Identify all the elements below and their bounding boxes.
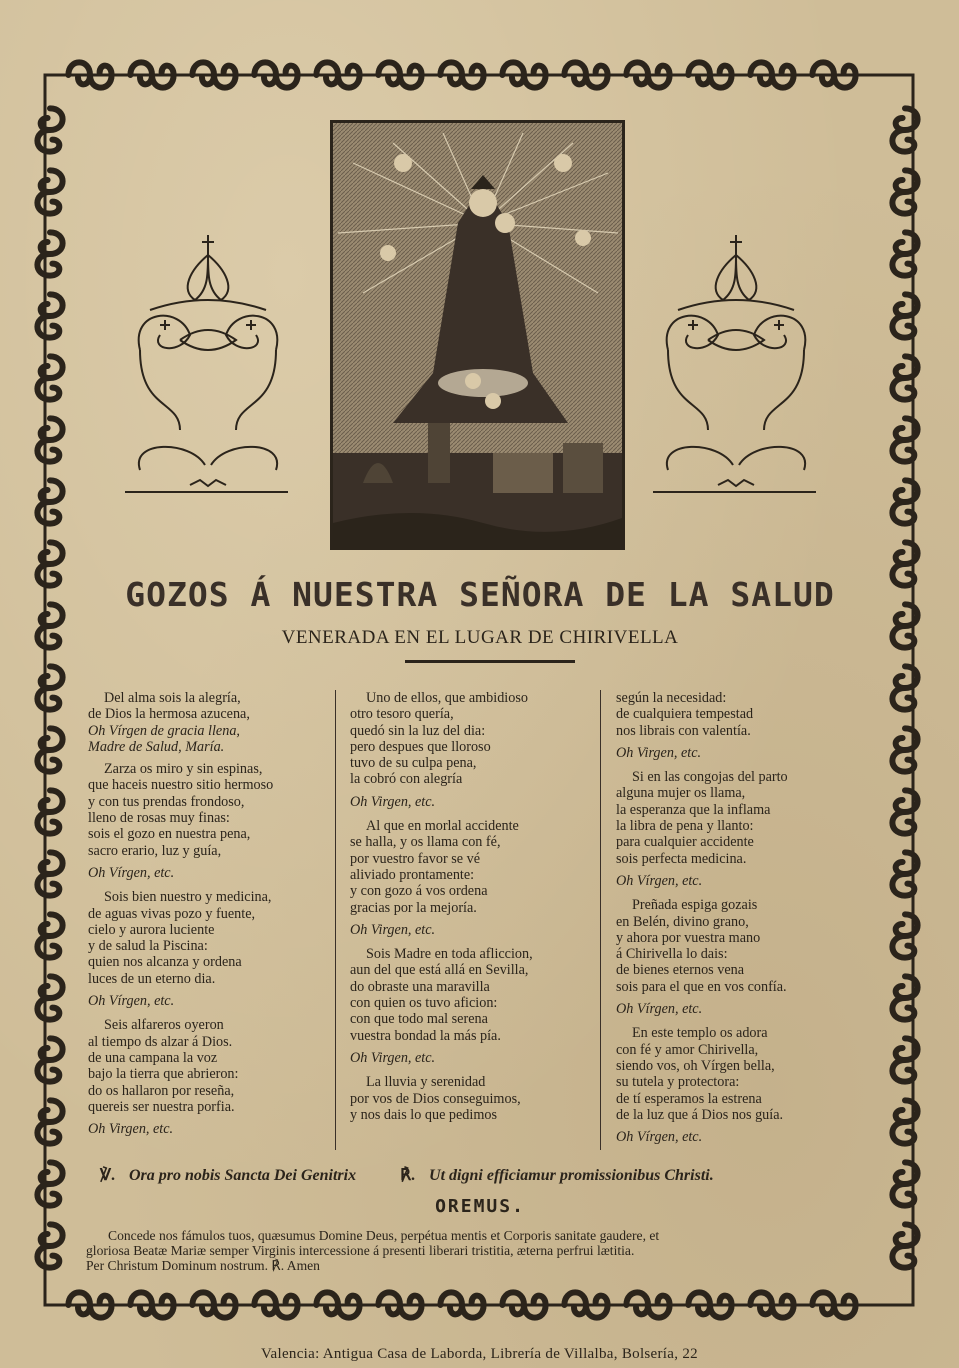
verse-line: tuvo de su culpa pena, bbox=[350, 755, 477, 772]
verse-line: según la necesidad: bbox=[616, 690, 727, 706]
scroll-flourish bbox=[892, 852, 917, 895]
verse-line: aun del que está allá en Sevilla, bbox=[350, 962, 529, 979]
verse-line: vuestra bondad la más pía. bbox=[350, 1027, 501, 1044]
refrain-line: Oh Vírgen, etc. bbox=[616, 872, 703, 889]
verse-line: al tiempo ds alzar á Dios. bbox=[88, 1033, 233, 1050]
verse-line: do os hallaron por reseña, bbox=[88, 1082, 235, 1099]
verse-line: otro tesoro quería, bbox=[350, 706, 454, 723]
scroll-flourish bbox=[892, 790, 917, 833]
scroll-flourish bbox=[892, 356, 917, 399]
refrain-line: Oh Vírgen, etc. bbox=[616, 1129, 703, 1146]
refrain-line: Oh Virgen, etc. bbox=[350, 793, 436, 810]
verse-line: la esperanza que la inflama bbox=[616, 801, 771, 818]
scroll-flourish bbox=[892, 542, 917, 585]
prayer-line: Concede nos fámulos tuos, quæsumus Domine Deus, perpétua mentis et Corporis sanitate gaudere, et bbox=[108, 1228, 660, 1243]
verse-line: de Dios la hermosa azucena, bbox=[88, 706, 250, 723]
page-title: GOZOS Á NUESTRA SEÑORA DE LA SALUD bbox=[125, 575, 835, 614]
verse-line: con que todo mal serena bbox=[350, 1011, 488, 1028]
scroll-flourish bbox=[892, 666, 917, 709]
stanza bbox=[350, 946, 595, 1066]
verse-line: para cualquier accidente bbox=[616, 834, 754, 851]
stanza bbox=[350, 690, 595, 810]
verse-line: la cobró con alegría bbox=[350, 771, 463, 788]
scroll-flourish bbox=[37, 1224, 62, 1267]
scroll-flourish bbox=[37, 418, 62, 461]
refrain-line: Oh Vírgen, etc. bbox=[88, 993, 175, 1010]
scroll-flourish bbox=[892, 108, 917, 151]
scroll-flourish bbox=[37, 1162, 62, 1205]
versicle-text: Ora pro nobis Sancta Dei Genitrix bbox=[128, 1167, 357, 1184]
scroll-flourish bbox=[37, 170, 62, 213]
virgin-woodcut-image bbox=[330, 120, 625, 550]
scroll-flourish bbox=[892, 1100, 917, 1143]
verse-column-3 bbox=[616, 690, 861, 1153]
refrain-line: Oh Virgen, etc. bbox=[350, 1049, 436, 1066]
left-cross-ornament bbox=[120, 230, 290, 500]
refrain-line: Oh Virgen, etc. bbox=[350, 921, 436, 938]
scroll-flourish bbox=[892, 728, 917, 771]
verse-line: de tí esperamos la estrena bbox=[616, 1090, 762, 1107]
stanza bbox=[350, 1074, 595, 1123]
scroll-flourish bbox=[37, 914, 62, 957]
page-subtitle: VENERADA EN EL LUGAR DE CHIRIVELLA bbox=[281, 627, 679, 648]
stanza bbox=[616, 1025, 861, 1145]
scroll-flourish bbox=[892, 170, 917, 213]
scroll-flourish bbox=[37, 232, 62, 275]
verse-line: bajo la tierra que abrieron: bbox=[88, 1066, 239, 1083]
verse-line: quereis ser nuestra porfia. bbox=[88, 1098, 235, 1115]
verse-line: Preñada espiga gozais bbox=[632, 897, 758, 914]
verse-line: sois perfecta medicina. bbox=[616, 850, 747, 867]
scroll-flourish bbox=[892, 1162, 917, 1205]
verse-line: sacro erario, luz y guía, bbox=[88, 842, 222, 859]
verse-line: de la luz que á Dios nos guía. bbox=[616, 1106, 784, 1123]
scroll-flourish bbox=[37, 728, 62, 771]
verse-line: y ahora por vuestra mano bbox=[616, 929, 761, 946]
versicle-mark: ℣. bbox=[100, 1167, 115, 1184]
scroll-flourish bbox=[892, 294, 917, 337]
right-cross-ornament bbox=[648, 230, 818, 500]
verse-line: de bienes eternos vena bbox=[616, 962, 745, 979]
scroll-flourish bbox=[37, 976, 62, 1019]
prayer-line: Per Christum Dominum nostrum. ℟. Amen bbox=[86, 1258, 320, 1273]
stanza bbox=[88, 889, 333, 1009]
title-divider bbox=[405, 660, 575, 663]
verse-line: luces de un eterno dia. bbox=[88, 970, 216, 987]
verse-line: do obraste una maravilla bbox=[350, 978, 490, 995]
verse-line: con fé y amor Chirivella, bbox=[616, 1041, 759, 1058]
verse-line: en Belén, divino grano, bbox=[616, 913, 749, 930]
scroll-flourish bbox=[892, 480, 917, 523]
verse-line: y nos dais lo que pedimos bbox=[350, 1106, 497, 1123]
verse-line: y con gozo á vos ordena bbox=[350, 883, 488, 900]
stanza bbox=[350, 818, 595, 938]
scroll-flourish bbox=[37, 1100, 62, 1143]
scroll-flourish bbox=[37, 542, 62, 585]
verse-line: Seis alfareros oyeron bbox=[104, 1017, 224, 1034]
verse-line: y con tus prendas frondoso, bbox=[88, 793, 245, 810]
scroll-flourish bbox=[892, 976, 917, 1019]
verse-line: por vos de Dios conseguimos, bbox=[350, 1090, 521, 1107]
verse-line: Oh Vírgen de gracia llena, bbox=[88, 722, 240, 739]
response-text: Ut digni efficiamur promissionibus Christi. bbox=[429, 1167, 714, 1184]
verse-line: á Chirivella lo dais: bbox=[616, 946, 728, 963]
verse-line: siendo vos, oh Vírgen bella, bbox=[616, 1057, 775, 1074]
versicle-line bbox=[100, 1165, 860, 1185]
scroll-flourish bbox=[37, 604, 62, 647]
verse-line: sois el gozo en nuestra pena, bbox=[88, 826, 251, 843]
scroll-flourish bbox=[37, 480, 62, 523]
refrain-line: Oh Vírgen, etc. bbox=[616, 1001, 703, 1018]
verse-line: alguna mujer os llama, bbox=[616, 785, 746, 802]
verse-line: Al que en morlal accidente bbox=[366, 818, 519, 835]
scroll-flourish bbox=[37, 1038, 62, 1081]
scroll-flourish bbox=[37, 294, 62, 337]
column-divider-1 bbox=[335, 690, 336, 1150]
prayer-text bbox=[86, 1228, 876, 1273]
scroll-flourish bbox=[892, 232, 917, 275]
verse-line: cielo y aurora luciente bbox=[88, 921, 215, 938]
verse-line: Uno de ellos, que ambidioso bbox=[366, 690, 528, 706]
verse-line: su tutela y protectora: bbox=[616, 1074, 740, 1091]
scroll-flourish bbox=[37, 108, 62, 151]
verse-line: aliviado prontamente: bbox=[350, 866, 475, 883]
scroll-flourish bbox=[892, 1224, 917, 1267]
verse-line: Madre de Salud, María. bbox=[88, 738, 225, 755]
verse-line: Si en las congojas del parto bbox=[632, 769, 788, 786]
verse-line: sois para el que en vos confía. bbox=[616, 978, 787, 995]
verse-line: de aguas vivas pozo y fuente, bbox=[88, 905, 256, 922]
verse-line: de cualquiera tempestad bbox=[616, 706, 754, 723]
verse-line: quien nos alcanza y ordena bbox=[88, 954, 242, 971]
verse-line: En este templo os adora bbox=[632, 1025, 768, 1042]
scroll-flourish bbox=[892, 1038, 917, 1081]
verse-line: de una campana la voz bbox=[88, 1049, 218, 1066]
verse-column-2 bbox=[350, 690, 595, 1129]
scroll-flourish bbox=[37, 356, 62, 399]
scroll-flourish bbox=[37, 790, 62, 833]
refrain-line: Oh Virgen, etc. bbox=[88, 1121, 174, 1138]
scroll-flourish bbox=[892, 418, 917, 461]
verse-line: gracias por la mejoría. bbox=[350, 899, 477, 916]
stanza bbox=[616, 769, 861, 889]
verse-line: que haceis nuestro sitio hermoso bbox=[88, 777, 274, 794]
printer-imprint: Valencia: Antigua Casa de Laborda, Librería de Villalba, Bolsería, 22 bbox=[261, 1346, 698, 1362]
stanza bbox=[616, 897, 861, 1017]
column-divider-2 bbox=[600, 690, 601, 1150]
verse-line: nos librais con valentía. bbox=[616, 722, 751, 739]
scroll-flourish bbox=[37, 666, 62, 709]
verse-line: Zarza os miro y sin espinas, bbox=[104, 761, 263, 778]
verse-line: Del alma sois la alegría, bbox=[104, 690, 241, 706]
refrain-line: Oh Virgen, etc. bbox=[616, 744, 702, 761]
refrain-line: Oh Vírgen, etc. bbox=[88, 864, 175, 881]
scroll-flourish bbox=[892, 604, 917, 647]
stanza bbox=[88, 761, 333, 881]
verse-line: con quien os tuvo aficion: bbox=[350, 995, 498, 1012]
stanza bbox=[88, 1017, 333, 1137]
verse-line: Sois Madre en toda afliccion, bbox=[366, 946, 533, 963]
oremus-heading: OREMUS. bbox=[435, 1196, 525, 1217]
verse-line: pero despues que lloroso bbox=[350, 738, 491, 755]
verse-line: la libra de pena y llanto: bbox=[616, 818, 754, 835]
verse-line: Sois bien nuestro y medicina, bbox=[104, 889, 272, 906]
scroll-flourish bbox=[892, 914, 917, 957]
stanza bbox=[88, 690, 333, 755]
verse-line: por vuestro favor se vé bbox=[350, 850, 481, 867]
verse-line: quedó sin la luz del dia: bbox=[350, 722, 486, 739]
verse-line: lleno de rosas muy finas: bbox=[88, 810, 230, 827]
verse-line: y de salud la Piscina: bbox=[88, 938, 208, 955]
scroll-flourish bbox=[37, 852, 62, 895]
verse-line: La lluvia y serenidad bbox=[366, 1074, 486, 1091]
verse-column-1 bbox=[88, 690, 333, 1145]
stanza bbox=[616, 690, 861, 761]
verse-line: se halla, y os llama con fé, bbox=[350, 834, 501, 851]
prayer-line: gloriosa Beatæ Mariæ semper Virginis intercessione á presenti liberari tristitia, æterna perfrui lætitia. bbox=[86, 1243, 635, 1258]
response-mark: ℟. bbox=[400, 1167, 416, 1184]
